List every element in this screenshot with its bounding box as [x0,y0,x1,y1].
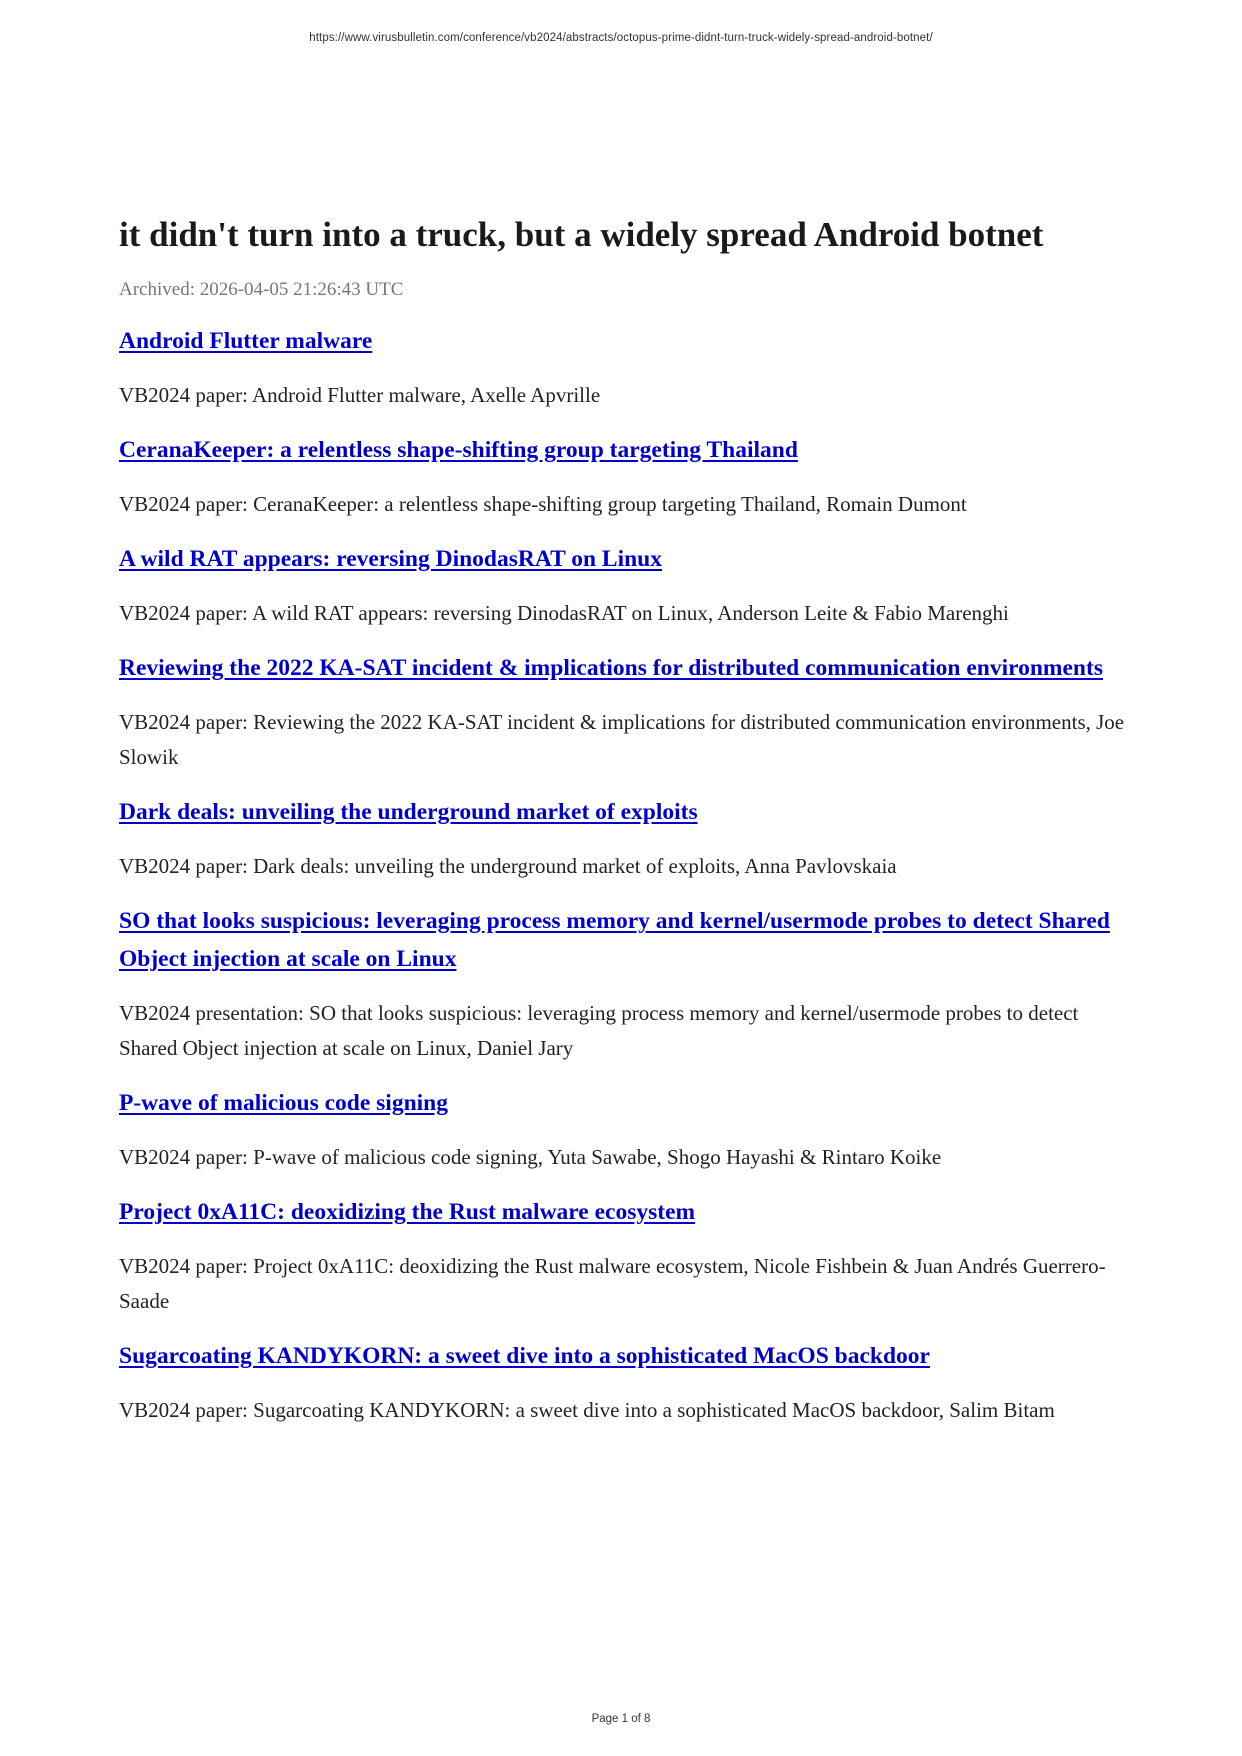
entry-description: VB2024 paper: Reviewing the 2022 KA-SAT incident & implications for distributed communication environments, Joe Slowik [119,710,1125,769]
entry-description: VB2024 presentation: SO that looks suspicious: leveraging process memory and kernel/usermode probes to detect Shared Object injection at scale on Linux, Daniel Jary [119,1001,1079,1060]
entry-description: VB2024 paper: P-wave of malicious code signing, Yuta Sawabe, Shogo Hayashi & Rintaro Koike [119,1145,942,1169]
entry-link-android-flutter-malware[interactable]: Android Flutter malware [119,328,373,354]
page-url-header: https://www.virusbulletin.com/conference/vb2024/abstracts/octopus-prime-didnt-turn-truck-widely-spread-android-botnet/ [309,32,933,44]
archived-timestamp: Archived: 2026-04-05 21:26:43 UTC [119,279,404,300]
entry-link-shared-object-injection[interactable]: SO that looks suspicious: leveraging process memory and kernel/usermode probes to detect Shared Object injection at scale on Linux [119,908,1110,972]
entry-link-dark-deals[interactable]: Dark deals: unveiling the underground market of exploits [119,799,698,825]
page-number-footer: Page 1 of 8 [591,1713,651,1725]
entry-link-sugarcoating-kandykorn[interactable]: Sugarcoating KANDYKORN: a sweet dive into a sophisticated MacOS backdoor [119,1343,930,1369]
entry-description: VB2024 paper: Dark deals: unveiling the underground market of exploits, Anna Pavlovskaia [119,854,897,878]
entry-description: VB2024 paper: Android Flutter malware, Axelle Apvrille [119,383,601,407]
article-content [119,208,1129,1428]
related-articles-list [119,322,1129,1428]
entry-link-project-0xa11c[interactable]: Project 0xA11C: deoxidizing the Rust malware ecosystem [119,1199,696,1225]
entry-description: VB2024 paper: Sugarcoating KANDYKORN: a sweet dive into a sophisticated MacOS backdoor, Salim Bitam [119,1398,1055,1422]
entry-link-ka-sat-incident[interactable]: Reviewing the 2022 KA-SAT incident & implications for distributed communication environments [119,655,1103,681]
page-title: it didn't turn into a truck, but a widely spread Android botnet [119,215,1044,254]
entry-link-dinodasrat[interactable]: A wild RAT appears: reversing DinodasRAT on Linux [119,546,663,572]
entry-description: VB2024 paper: A wild RAT appears: reversing DinodasRAT on Linux, Anderson Leite & Fabio Marenghi [119,601,1009,625]
entry-description: VB2024 paper: Project 0xA11C: deoxidizing the Rust malware ecosystem, Nicole Fishbein & Juan Andrés Guerrero-Saade [119,1254,1106,1313]
entry-link-ceranakeeper[interactable]: CeranaKeeper: a relentless shape-shifting group targeting Thailand [119,437,798,463]
entry-description: VB2024 paper: CeranaKeeper: a relentless shape-shifting group targeting Thailand, Romain Dumont [119,492,967,516]
entry-link-p-wave[interactable]: P-wave of malicious code signing [119,1090,448,1116]
